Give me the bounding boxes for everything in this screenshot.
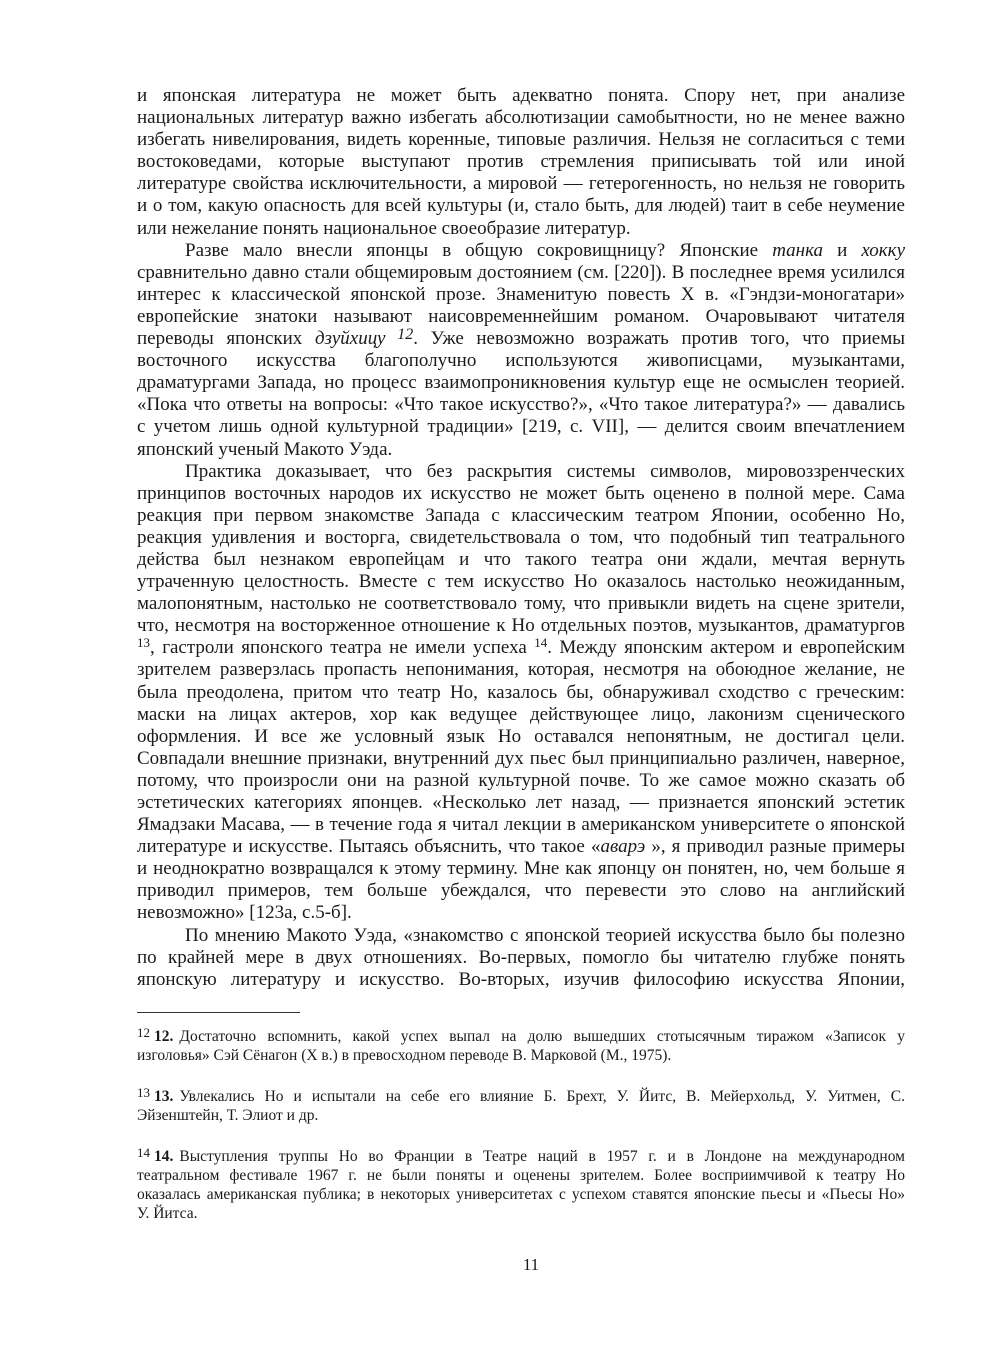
text-line — [137, 880, 905, 902]
text-segment: Разве мало внесли японцы в общую сокровищницу? Японские — [185, 239, 773, 261]
footnote-line — [137, 1087, 905, 1106]
text-segment: принципов восточных народов их искусство не может быть оценено в полной мере. Сама — [137, 482, 905, 504]
text-segment: востоковедами, которые выступают против стремления приписывать той или иной — [137, 151, 905, 173]
text-line — [137, 350, 905, 372]
footnote-text: Выступления труппы Но во Франции в Театре наций в 1957 г. и в Лондоне на международном — [179, 1148, 905, 1165]
footnote-marker: 12 — [137, 1025, 150, 1040]
text-line — [137, 284, 905, 306]
text-line — [137, 306, 905, 328]
text-line — [137, 704, 905, 726]
text-line — [137, 240, 905, 262]
text-line — [137, 461, 905, 483]
text-line — [137, 770, 905, 792]
italic-term: танка — [772, 239, 823, 261]
footnote-ref: 14 — [534, 635, 548, 651]
text-segment: с учетом лишь одной культурной традиции» [219, с. VII], — делится своим впечатлением — [137, 416, 905, 438]
text-segment: восточного искусства благополучно используются живописцами, музыкантами, — [137, 350, 905, 372]
text-segment: действа был незнаком европейцам и что такого театра они ждали, мечтая вернуть — [137, 548, 905, 570]
text-segment: реакция удивления и восторга, свидетельствовала о том, что подобный тип театрального — [137, 526, 905, 548]
text-line — [137, 637, 905, 659]
footnote-13 — [137, 1087, 905, 1125]
text-segment: европейские знатоки называют наисовременнейшим романом. Очаровывают читателя — [137, 305, 905, 327]
text-segment: литературе и искусстве. Пытаясь объяснить, что такое « — [137, 836, 601, 858]
text-segment: и — [822, 239, 862, 261]
text-line — [137, 195, 905, 217]
italic-term: аварэ — [600, 836, 646, 858]
text-segment: японскую литературу и искусство. Во-вторых, изучив философию искусства Японии, — [137, 968, 905, 990]
text-segment: интерес к классической японской прозе. Знаменитую повесть X в. «Гэндзи-моногатари» — [137, 283, 905, 305]
text-segment: невозможно» [123а, с.5-б]. — [137, 902, 352, 924]
text-line — [137, 814, 905, 836]
footnote-text: изголовья» Сэй Сёнагон (X в.) в превосходном переводе В. Марковой (М., 1975). — [137, 1047, 672, 1064]
text-segment: «Пока что ответы на вопросы: «Что такое искусство?», «Что такое литература?» — давались — [137, 394, 905, 416]
text-line — [137, 659, 905, 681]
text-line — [137, 262, 905, 284]
text-line — [137, 85, 905, 107]
text-line — [137, 682, 905, 704]
text-segment: национальных литератур важно избегать абсолютизации самобытности, но не менее важно — [137, 107, 905, 129]
footnote-line — [137, 1027, 905, 1046]
footnote-text: У. Йитса. — [137, 1205, 198, 1222]
text-line — [137, 836, 905, 858]
footnote-14 — [137, 1147, 905, 1223]
text-segment: что, несмотря на восторженное отношение к Но отдельных поэтов, музыкантов, драматургов — [137, 615, 905, 637]
footnote-text: оказалась американская публика; в некоторых университетах с успехом ставятся японские пьесы и «Пьесы Но» — [137, 1186, 905, 1203]
text-segment: по крайней мере в двух отношениях. Во-первых, помогло бы читателю глубже понять — [137, 946, 905, 968]
footnote-separator — [137, 1012, 300, 1013]
text-line — [137, 593, 905, 615]
text-segment: », я приводил разные примеры — [645, 836, 905, 858]
text-line — [137, 328, 905, 350]
text-line — [137, 439, 905, 461]
footnote-text: Достаточно вспомнить, какой успех выпал на долю вышедших стотысячным тиражом «Записок у — [179, 1028, 905, 1045]
text-segment: драматургами Запада, но процесс взаимопроникновения культур еще не осмыслен теорией. — [137, 372, 905, 394]
text-segment: маски на лицах актеров, хор как ведущее действующее лицо, лаконизм сценического — [137, 703, 905, 725]
italic-term: хокку — [861, 239, 905, 261]
text-segment: сравнительно давно стали общемировым достоянием (см. [220]). В последнее время усилился — [137, 261, 905, 283]
text-line — [137, 129, 905, 151]
text-line — [137, 394, 905, 416]
footnote-ref: 12 — [385, 326, 414, 344]
text-segment: приводил примеров, тем больше убеждался, что перевести это слово на английский — [137, 880, 905, 902]
footnote-marker: 13 — [137, 1085, 150, 1100]
text-segment: Практика доказывает, что без раскрытия системы символов, мировоззренческих — [185, 460, 905, 482]
text-line — [137, 902, 905, 924]
text-segment: и о том, какую опасность для всей культуры (и, стало быть, для людей) таит в себе неумение — [137, 195, 905, 217]
text-segment: литературе свойства исключительности, а мировой — гетерогенность, но нельзя не говорить — [137, 173, 905, 195]
text-line — [137, 505, 905, 527]
footnote-text: театральном фестивале 1967 г. не были поняты и оценены зрителем. Более восприимчивой к театру Но — [137, 1167, 905, 1184]
footnote-number: 14. — [154, 1148, 174, 1165]
text-line — [137, 151, 905, 173]
text-segment: или нежелание понять национальное своеобразие литератур. — [137, 217, 631, 239]
text-segment: По мнению Макото Уэда, «знакомство с японской теорией искусства было бы полезно — [185, 924, 905, 946]
text-line — [137, 726, 905, 748]
body-text — [137, 85, 905, 991]
text-line — [137, 549, 905, 571]
text-line — [137, 107, 905, 129]
text-line — [137, 969, 905, 991]
footnote-number: 12. — [154, 1028, 174, 1045]
text-line — [137, 483, 905, 505]
text-segment: японский ученый Макото Уэда. — [137, 438, 393, 460]
footnote-line — [137, 1106, 905, 1125]
footnote-text: Эйзенштейн, Т. Элиот и др. — [137, 1107, 319, 1124]
text-segment: малопонятным, настолько не соответствовало тому, что привыкли видеть на сцене зрители, — [137, 593, 905, 615]
italic-term: дзуйхицу — [314, 328, 386, 350]
text-line — [137, 615, 905, 637]
footnote-line — [137, 1185, 905, 1204]
text-segment: , гастроли японского театра не имели успеха — [150, 637, 535, 659]
footnote-number: 13. — [154, 1088, 174, 1105]
text-line — [137, 792, 905, 814]
text-line — [137, 947, 905, 969]
text-segment: была преодолена, притом что театр Но, казалось бы, обнаруживал сходство с греческим: — [137, 681, 905, 703]
text-segment: Ямадзаки Масава, — в течение года я читал лекции в американском университете о японской — [137, 814, 905, 836]
text-segment: оформления. И все же условный язык Но оставался непонятным, не достигал цели. — [137, 725, 905, 747]
text-line — [137, 571, 905, 593]
text-segment: переводы японских — [137, 328, 315, 350]
text-segment: и неоднократно возвращался к этому термину. Мне как японцу он понятен, но, чем больше я — [137, 858, 905, 880]
footnote-line — [137, 1204, 905, 1223]
text-line — [137, 416, 905, 438]
footnote-ref: 13 — [137, 635, 150, 651]
text-line — [137, 925, 905, 947]
footnote-line — [137, 1147, 905, 1166]
text-segment: Совпадали внешние признаки, внутренний дух пьес был принципиально различен, наверное, — [137, 747, 905, 769]
text-segment: реакция при первом знакомстве Запада с классическим театром Японии, особенно Но, — [137, 504, 905, 526]
text-segment: утраченную целостность. Вместе с тем искусство Но оказалось настолько неожиданным, — [137, 571, 905, 593]
text-line — [137, 527, 905, 549]
text-line — [137, 218, 905, 240]
text-segment: и японская литература не может быть адекватно понята. Спору нет, при анализе — [137, 85, 905, 106]
text-segment: . Уже невозможно возражать против того, что приемы — [413, 328, 906, 350]
text-line — [137, 372, 905, 394]
text-segment: избегать нивелирования, видеть коренные, типовые различия. Нельзя не согласиться с теми — [137, 129, 905, 151]
page-number: 11 — [522, 1255, 540, 1274]
text-line — [137, 748, 905, 770]
footnote-marker: 14 — [137, 1145, 150, 1160]
text-segment: зрителем разверзлась пропасть непонимания, которая, несмотря на обоюдное желание, не — [137, 659, 905, 681]
text-line — [137, 858, 905, 880]
footnote-text: Увлекались Но и испытали на себе его влияние Б. Брехт, У. Йитс, В. Мейерхольд, У. Уитмен, С. — [179, 1088, 905, 1105]
footnote-line — [137, 1166, 905, 1185]
text-segment: . Между японским актером и европейским — [547, 637, 905, 659]
text-segment: эстетических категориях японцев. «Несколько лет назад, — признается японский эстетик — [137, 792, 905, 813]
text-segment: потому, что произросли они на разной культурной почве. То же самое можно сказать об — [137, 769, 905, 791]
footnote-line — [137, 1046, 905, 1065]
text-line — [137, 173, 905, 195]
footnote-12 — [137, 1027, 905, 1065]
